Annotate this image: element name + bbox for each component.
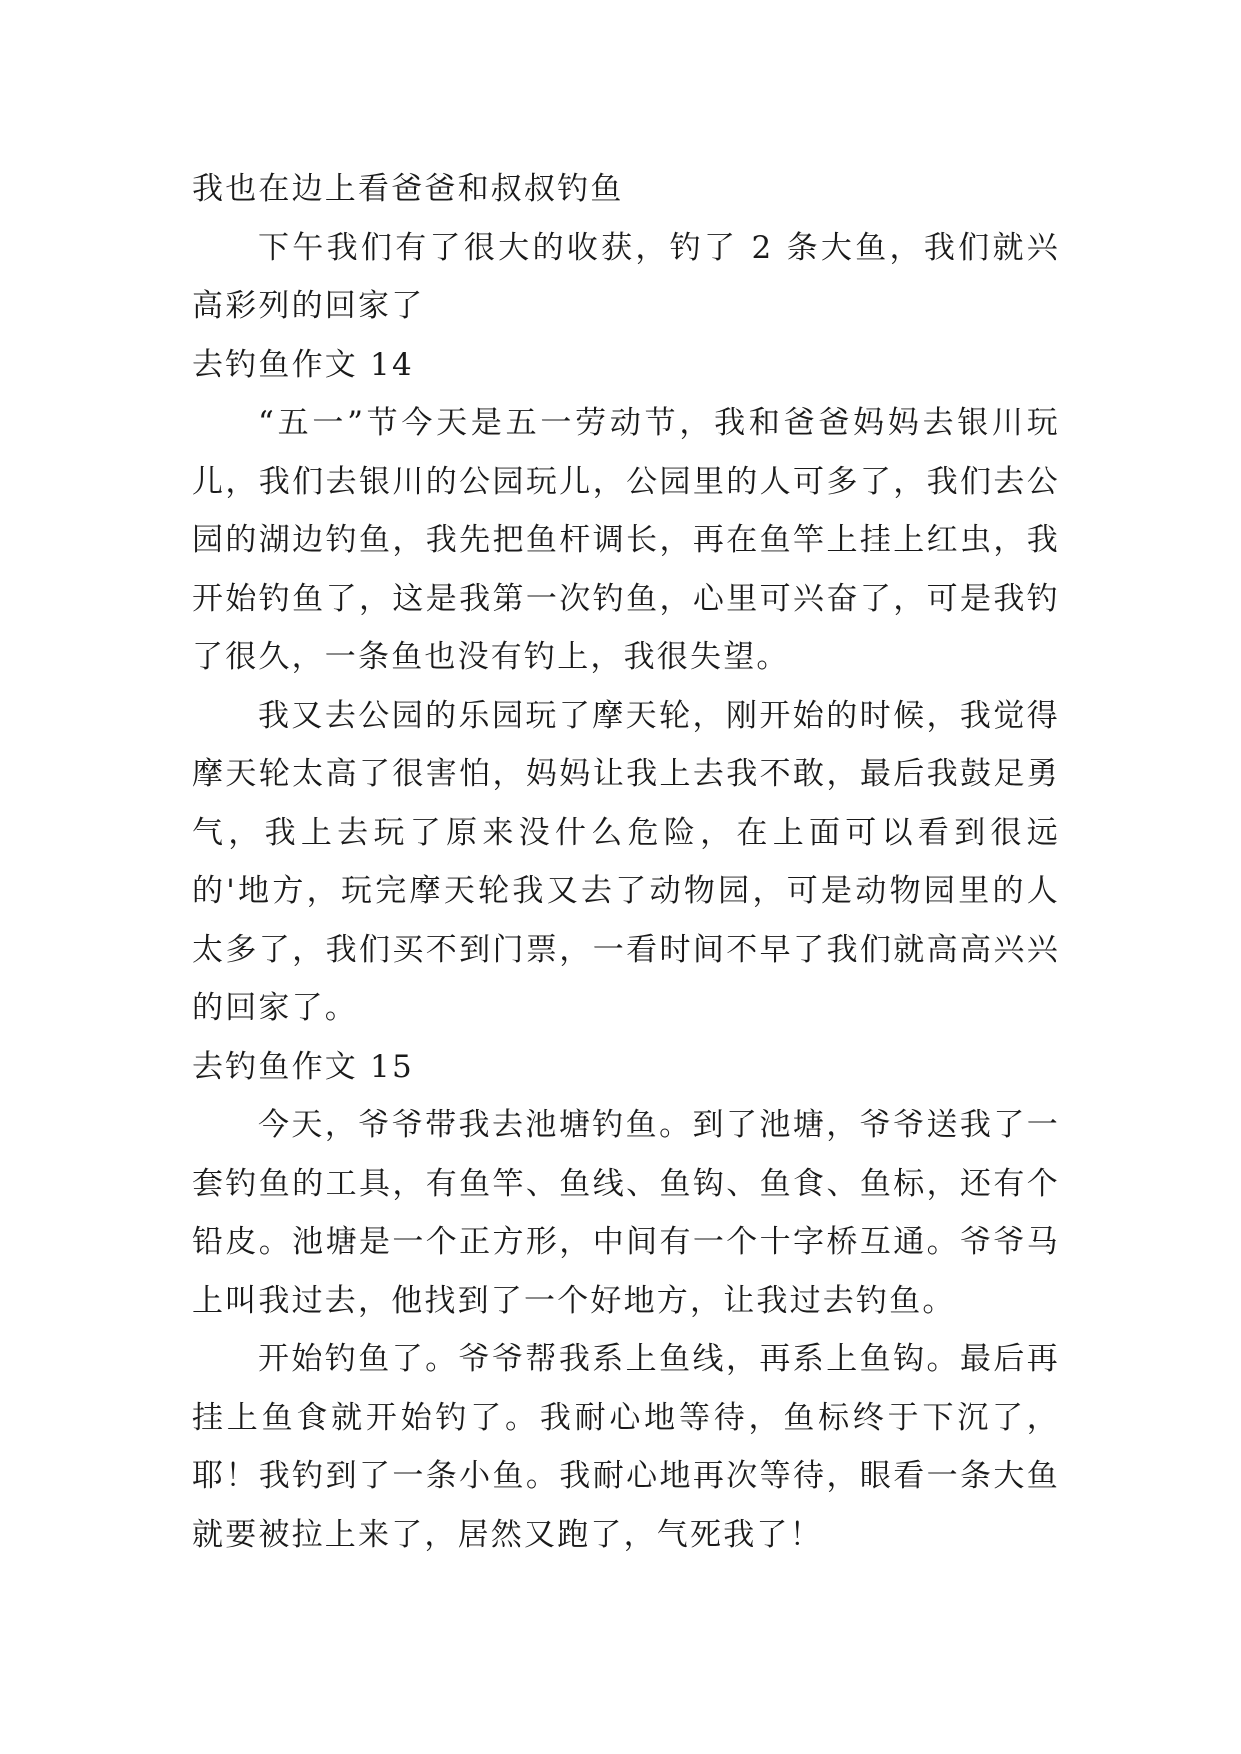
- paragraph-continuation: 我也在边上看爸爸和叔叔钓鱼: [192, 171, 624, 207]
- section-heading: 去钓鱼作文 14: [192, 346, 414, 383]
- document-body: [192, 160, 1060, 1564]
- paragraph: 下午我们有了很大的收获，钓了 2 条大鱼，我们就兴高彩列的回家了: [192, 229, 1060, 324]
- paragraph: “五一”节今天是五一劳动节，我和爸爸妈妈去银川玩儿，我们去银川的公园玩儿，公园里的人可多了，我们去公园的湖边钓鱼，我先把鱼杆调长，再在鱼竿上挂上红虫，我开始钓鱼了，这是我第一次钓鱼，心里可兴奋了，可是我钓了很久，一条鱼也没有钓上，我很失望。: [192, 405, 1060, 675]
- paragraph: 我又去公园的乐园玩了摩天轮，刚开始的时候，我觉得摩天轮太高了很害怕，妈妈让我上去我不敢，最后我鼓足勇气，我上去玩了原来没什么危险，在上面可以看到很远的'地方，玩完摩天轮我又去了动物园，可是动物园里的人太多了，我们买不到门票，一看时间不早了我们就高高兴兴的回家了。: [192, 697, 1060, 1026]
- paragraph: 今天，爷爷带我去池塘钓鱼。到了池塘，爷爷送我了一套钓鱼的工具，有鱼竿、鱼线、鱼钩、鱼食、鱼标，还有个铅皮。池塘是一个正方形，中间有一个十字桥互通。爷爷马上叫我过去，他找到了一个好地方，让我过去钓鱼。: [192, 1107, 1060, 1319]
- section-heading: 去钓鱼作文 15: [192, 1048, 414, 1085]
- paragraph: 开始钓鱼了。爷爷帮我系上鱼线，再系上鱼钩。最后再挂上鱼食就开始钓了。我耐心地等待，鱼标终于下沉了，耶！我钓到了一条小鱼。我耐心地再次等待，眼看一条大鱼就要被拉上来了，居然又跑了，气死我了！: [192, 1341, 1060, 1553]
